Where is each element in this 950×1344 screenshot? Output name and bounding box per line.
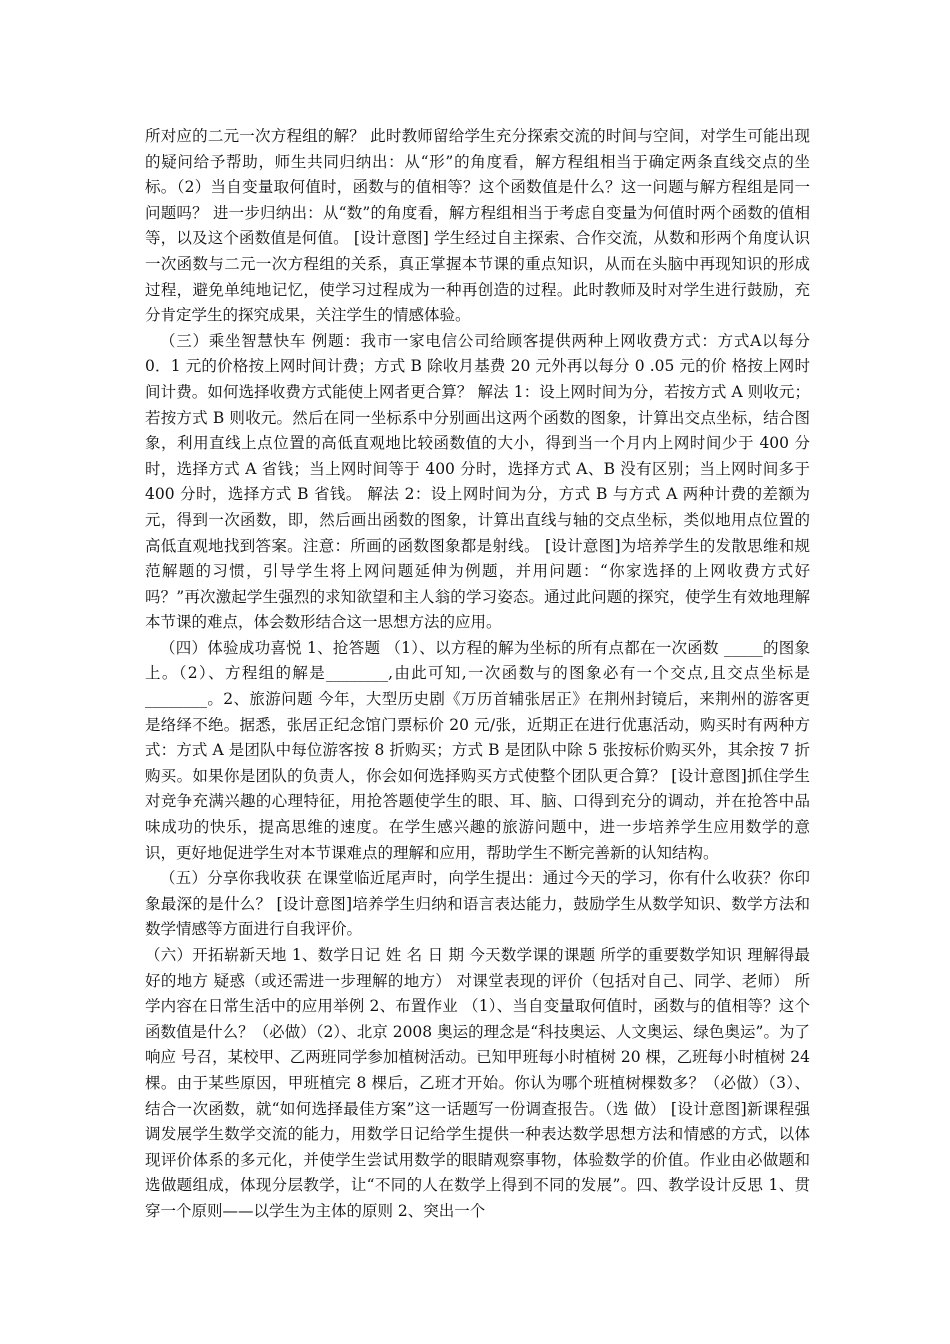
paragraph-section-three-example: （三）乘坐智慧快车 例题：我市一家电信公司给顾客提供两种上网收费方式：方式A以每分 0．1 元的价格按上网时间计费；方式 B 除收月基费 20 元外再以每分 0 .05 元的价 格按上网时间计费。如何选择收费方式能使上网者更合算？ 解法 1：设上网时间为分，若按方式 A 则收元；若按方式 B 则收元。然后在同一坐标系中分别画出这两个函数的图象，计算出交点坐标，结合图象，利用直线上点位置的高低直观地比较函数值的大小，得到当一个月内上网时间少于 400 分时，选择方式 A 省钱；当上网时间等于 400 分时，选择方式 A、B 没有区别；当上网时间多于 400 分时，选择方式 B 省钱。 解法 2：设上网时间为分，方式 B 与方式 A 两种计费的差额为元，得到一次函数，即，然后画出函数的图象，计算出直线与轴的交点坐标，类似地用点位置的高低直观地找到答案。注意：所画的函数图象都是射线。 [设计意图]为培养学生的发散思维和规范解题的习惯，引导学生将上网问题延伸为例题，并用问题：“你家选择的上网收费方式好吗？”再次激起学生强烈的求知欲望和主人翁的学习姿态。通过此问题的探究，使学生有效地理解本节课的难点，体会数形结合这一思想方法的应用。 (145, 331, 810, 632)
paragraph-section-six-homework: （六）开拓崭新天地 1、数学日记 姓 名 日 期 今天数学课的课题 所学的重要数学知识 理解得最好的地方 疑惑（或还需进一步理解的地方） 对课堂表现的评价（包括对自己、同学、老师） 所学内容在日常生活中的应用举例 2、布置作业 （1）、当自变量取何值时，函数与的值相等？这个函数值是什么？（必做）（2）、北京 2008 奥运的理念是“科技奥运、人文奥运、绿色奥运”。为了响应 号召，某校甲、乙两班同学参加植树活动。已知甲班每小时植树 20 棵，乙班每小时植树 24 棵。由于某些原因，甲班植完 8 棵后，乙班才开始。你认为哪个班植树棵数多？（必做）（3）、结合一次函数，就“如何选择最佳方案”这一话题写一份调查报告。（选 做） [设计意图]新课程强调发展学生数学交流的能力，用数学日记给学生提供一种表达数学思想方法和情感的方式，以体现评价体系的多元化，并使学生尝试用数学的眼睛观察事物，体验数学的价值。作业由必做题和选做题组成，体现分层教学，让“不同的人在数学上得到不同的发展”。四、教学设计反思 1、贯穿一个原则——以学生为主体的原则 2、突出一个 (145, 946, 810, 1220)
document-body (145, 124, 810, 1225)
paragraph-solution-discussion: 所对应的二元一次方程组的解？ 此时教师留给学生充分探索交流的时间与空间，对学生可能出现的疑问给予帮助，师生共同归纳出：从“形”的角度看，解方程组相当于确定两条直线交点的坐标。（2）当自变量取何值时，函数与的值相等？这个函数值是什么？这一问题与解方程组是同一问题吗？ 进一步归纳出：从“数”的角度看，解方程组相当于考虑自变量为何值时两个函数的值相等，以及这个函数值是何值。 [设计意图] 学生经过自主探索、合作交流，从数和形两个角度认识一次函数与二元一次方程组的关系，真正掌握本节课的重点知识，从而在头脑中再现知识的形成过程，避免单纯地记忆，使学习过程成为一种再创造的过程。此时教师及时对学生进行鼓励，充分肯定学生的探究成果，关注学生的情感体验。 (145, 127, 810, 325)
paragraph-section-four-quiz: （四）体验成功喜悦 1、抢答题 （1）、以方程的解为坐标的所有点都在一次函数 _____的图象上。（2）、方程组的解是________,由此可知,一次函数与的图象必有一个交点,且交点坐标是________。2、旅游问题 今年，大型历史剧《万历首辅张居正》在荆州封镜后，来荆州的游客更是络绎不绝。据悉，张居正纪念馆门票标价 20 元/张，近期正在进行优惠活动，购买时有两种方式：方式 A 是团队中每位游客按 8 折购买；方式 B 是团队中除 5 张按标价购买外，其余按 7 折购买。如果你是团队的负责人，你会如何选择购买方式使整个团队更合算？ [设计意图]抓住学生对竞争充满兴趣的心理特征，用抢答题使学生的眼、耳、脑、口得到充分的调动，并在抢答中品味成功的快乐，提高思维的速度。在学生感兴趣的旅游问题中，进一步培养学生应用数学的意识，更好地促进学生对本节课难点的理解和应用，帮助学生不断完善新的认知结构。 (145, 638, 810, 862)
paragraph-section-five-summary: （五）分享你我收获 在课堂临近尾声时，向学生提出：通过今天的学习，你有什么收获？你印象最深的是什么？ [设计意图]培养学生归纳和语言表达能力，鼓励学生从数学知识、数学方法和数学情感等方面进行自我评价。 (145, 869, 810, 939)
